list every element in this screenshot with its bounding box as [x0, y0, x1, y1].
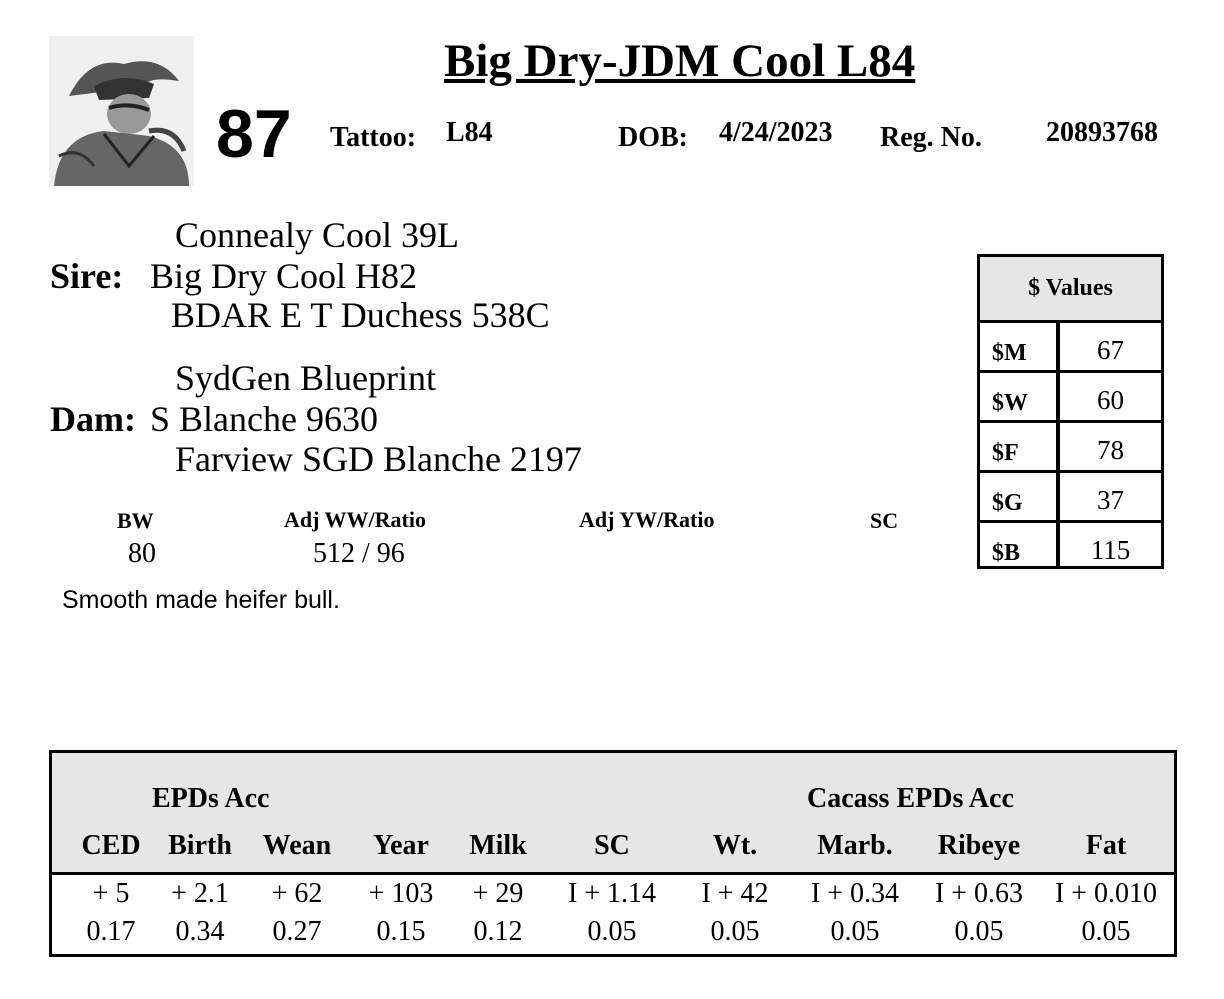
dollar-value: 67 [1097, 335, 1124, 365]
epd-value: + 103 [368, 878, 434, 909]
epd-column-header: Marb. [817, 830, 893, 861]
sire-label: Sire: [50, 256, 124, 296]
dollar-values-table [977, 254, 1164, 569]
epd-column-header: Wt. [712, 830, 758, 861]
dollar-row [980, 473, 1161, 523]
epd-accuracy: 0.05 [954, 916, 1004, 947]
dollar-value: 37 [1097, 485, 1124, 515]
dollar-row [980, 423, 1161, 473]
epd-accuracy: 0.05 [830, 916, 880, 947]
dollar-label: $M [992, 340, 1027, 366]
dam-name: S Blanche 9630 [150, 399, 378, 439]
dob-value: 4/24/2023 [719, 117, 833, 148]
epd-table [49, 750, 1177, 957]
comment-text: Smooth made heifer bull. [62, 586, 340, 614]
epd-value: I + 0.34 [810, 878, 900, 909]
dam-dam-name: Farview SGD Blanche 2197 [175, 439, 582, 479]
dollar-label: $W [992, 390, 1028, 416]
dollar-value: 60 [1097, 385, 1124, 415]
animal-name: Big Dry-JDM Cool L84 [444, 35, 916, 87]
epd-value: I + 42 [701, 878, 769, 909]
reg-no-value: 20893768 [1046, 117, 1158, 148]
dollar-value: 78 [1097, 435, 1124, 465]
epd-value: + 5 [92, 878, 130, 909]
reg-no-label: Reg. No. [880, 122, 982, 153]
perf-header-yw: Adj YW/Ratio [579, 507, 715, 532]
epd-accuracy: 0.05 [710, 916, 760, 947]
sire-sire-name: Connealy Cool 39L [175, 215, 459, 255]
epd-accuracy: 0.34 [175, 916, 225, 947]
sire-dam-name: BDAR E T Duchess 538C [171, 295, 550, 335]
epd-column-header: Year [373, 830, 429, 861]
epd-accuracy: 0.17 [86, 916, 136, 947]
dollar-row [980, 323, 1161, 373]
dollar-row [980, 373, 1161, 423]
dollar-row [980, 523, 1161, 567]
epd-accuracy: 0.05 [1081, 916, 1131, 947]
dollar-label: $F [992, 440, 1019, 466]
perf-header-ww: Adj WW/Ratio [284, 507, 426, 532]
dam-sire-name: SydGen Blueprint [175, 358, 436, 398]
epd-accuracy: 0.15 [376, 916, 426, 947]
epd-group-label: EPDs Acc [152, 783, 270, 814]
epd-value: + 2.1 [171, 878, 229, 909]
epd-column-header: Birth [168, 830, 232, 861]
epd-accuracy: 0.12 [473, 916, 523, 947]
sire-name: Big Dry Cool H82 [150, 256, 418, 296]
epd-column-header: Wean [262, 830, 332, 861]
dollar-label: $B [992, 540, 1021, 566]
dollar-value: 115 [1090, 535, 1131, 565]
ranch-logo-image [49, 36, 194, 186]
epd-column-header: Fat [1085, 830, 1127, 861]
dob-label: DOB: [618, 122, 688, 153]
tattoo-label: Tattoo: [330, 122, 417, 153]
epd-value: I + 0.010 [1054, 878, 1158, 909]
epd-accuracy: 0.27 [272, 916, 322, 947]
epd-column-header: SC [594, 830, 630, 861]
dollar-label: $G [992, 490, 1023, 516]
epd-column-header: CED [81, 830, 141, 861]
tattoo-value: L84 [446, 117, 493, 148]
epd-accuracy: 0.05 [587, 916, 637, 947]
epd-value: + 62 [271, 878, 323, 909]
perf-value-bw: 80 [128, 538, 156, 569]
epd-column-header: Milk [469, 830, 527, 861]
dollar-values-title: $ Values [980, 257, 1161, 323]
perf-value-ww: 512 / 96 [313, 538, 405, 569]
epd-value: I + 0.63 [934, 878, 1024, 909]
carcass-epd-group-label: Cacass EPDs Acc [807, 783, 1014, 814]
lot-number: 87 [216, 96, 292, 172]
epd-value: I + 1.14 [567, 878, 657, 909]
dam-label: Dam: [50, 399, 136, 439]
epd-value: + 29 [472, 878, 524, 909]
perf-header-bw: BW [117, 508, 154, 533]
perf-header-sc: SC [870, 508, 899, 533]
epd-column-header: Ribeye [937, 830, 1021, 861]
